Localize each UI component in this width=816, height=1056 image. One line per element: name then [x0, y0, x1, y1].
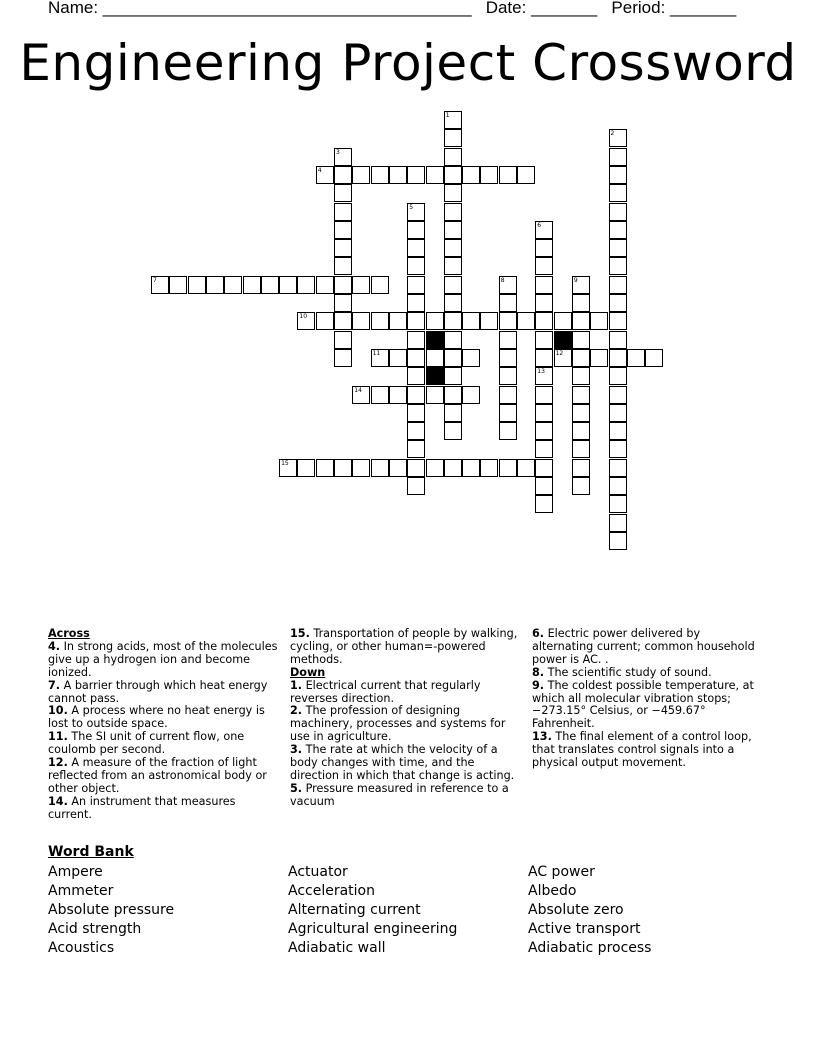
grid-cell[interactable] — [444, 294, 462, 312]
grid-cell[interactable] — [334, 221, 352, 239]
clue-number: 11 — [372, 349, 381, 357]
clue-number: 13 — [537, 368, 545, 376]
grid-cell[interactable] — [407, 440, 425, 458]
grid-cell[interactable] — [499, 404, 517, 422]
grid-cell[interactable] — [609, 312, 627, 330]
grid-cell[interactable] — [297, 459, 315, 477]
grid-cell[interactable] — [609, 276, 627, 294]
clue-number: 10 — [299, 313, 308, 321]
page-title: Engineering Project Crossword — [19, 34, 797, 92]
grid-cell[interactable] — [609, 166, 627, 184]
clue-number: 2 — [610, 130, 615, 138]
grid-cell[interactable] — [609, 495, 627, 513]
grid-cell[interactable] — [535, 312, 553, 330]
across-heading: Across — [48, 627, 90, 640]
grid-cell[interactable] — [499, 367, 517, 385]
grid-cell[interactable] — [334, 331, 352, 349]
grid-cell[interactable] — [609, 203, 627, 221]
grid-cell[interactable] — [535, 459, 553, 477]
grid-cell[interactable] — [407, 349, 425, 367]
clue-number: 15 — [281, 459, 289, 467]
clue-number: 3 — [336, 148, 340, 156]
grid-cell[interactable] — [243, 276, 261, 294]
grid-cell[interactable] — [279, 276, 297, 294]
grid-cell[interactable] — [572, 294, 590, 312]
grid-cell[interactable] — [316, 459, 334, 477]
grid-cell[interactable] — [572, 276, 590, 294]
grid-cell[interactable] — [444, 349, 462, 367]
grid-cell[interactable] — [371, 349, 389, 367]
word-bank-item: Ammeter — [48, 883, 114, 899]
grid-cell[interactable] — [426, 386, 444, 404]
grid-cell[interactable] — [407, 367, 425, 385]
grid-cell[interactable] — [444, 276, 462, 294]
grid-cell[interactable] — [188, 276, 206, 294]
grid-cell[interactable] — [462, 166, 480, 184]
word-bank-item: Albedo — [528, 883, 577, 899]
grid-cell[interactable] — [499, 166, 517, 184]
word-bank-item: Adiabatic process — [528, 940, 652, 956]
grid-cell[interactable] — [352, 386, 370, 404]
grid-cell[interactable] — [334, 276, 352, 294]
grid-cell[interactable] — [334, 239, 352, 257]
clue-number: 7 — [153, 276, 157, 284]
grid-cell[interactable] — [371, 166, 389, 184]
clue-down-8: 8. The scientific study of sound. — [532, 665, 712, 679]
clue-number: 8 — [500, 276, 505, 284]
grid-cell[interactable] — [535, 477, 553, 495]
grid-cell[interactable] — [334, 184, 352, 202]
word-bank-item: Absolute zero — [528, 902, 624, 918]
grid-cell[interactable] — [535, 386, 553, 404]
grid-cell[interactable] — [535, 239, 553, 257]
grid-cell[interactable] — [535, 276, 553, 294]
clue-number: 9 — [573, 276, 578, 284]
grid-cell[interactable] — [480, 166, 498, 184]
clue-across-15: 15. Transportation of people by walking, cycling, or other human=-powered methods. — [290, 627, 518, 666]
grid-cell[interactable] — [444, 239, 462, 257]
clue-across-7: 7. A barrier through which heat energy cannot pass. — [48, 678, 268, 705]
word-bank-item: Actuator — [288, 864, 348, 880]
word-bank-item: Absolute pressure — [48, 902, 175, 918]
grid-cell[interactable] — [462, 386, 480, 404]
grid-cell[interactable] — [407, 257, 425, 275]
word-bank-column-2 — [288, 863, 457, 958]
grid-cell[interactable] — [517, 166, 535, 184]
grid-cell[interactable] — [426, 312, 444, 330]
grid-cell[interactable] — [261, 276, 279, 294]
grid-cell[interactable] — [334, 349, 352, 367]
grid-cell[interactable] — [609, 532, 627, 550]
clue-down-2: 2. The profession of designing machinery, processes and systems for use in agriculture. — [290, 704, 506, 744]
word-bank-item: Acid strength — [48, 921, 142, 937]
grid-black-cell — [554, 331, 572, 349]
date-blank[interactable]: _______ — [531, 0, 598, 17]
grid-cell[interactable] — [352, 459, 370, 477]
grid-cell[interactable] — [334, 257, 352, 275]
grid-cell[interactable] — [609, 367, 627, 385]
grid-cell[interactable] — [609, 239, 627, 257]
clue-down-9: 9. The coldest possible temperature, at which all molecular vibration stops; −273.15° Celsius, or −459.67° Fahrenheit. — [532, 678, 754, 731]
grid-cell[interactable] — [499, 459, 517, 477]
grid-cell[interactable] — [609, 459, 627, 477]
clue-number: 12 — [555, 349, 564, 357]
grid-cell[interactable] — [444, 111, 462, 129]
grid-cell[interactable] — [554, 349, 572, 367]
grid-cell[interactable] — [609, 422, 627, 440]
grid-cell[interactable] — [554, 312, 572, 330]
grid-cell[interactable] — [517, 459, 535, 477]
clue-down-3: 3. The rate at which the velocity of a body changes with time, and the direction in which that change is acting. — [290, 743, 515, 782]
grid-cell[interactable] — [371, 312, 389, 330]
grid-cell[interactable] — [590, 312, 608, 330]
grid-cell[interactable] — [462, 349, 480, 367]
grid-cell[interactable] — [426, 349, 444, 367]
grid-cell[interactable] — [444, 184, 462, 202]
grid-cell[interactable] — [590, 349, 608, 367]
grid-cell[interactable] — [444, 422, 462, 440]
grid-cell[interactable] — [389, 459, 407, 477]
grid-cell[interactable] — [426, 166, 444, 184]
date-label: Date: — [485, 0, 532, 17]
grid-cell[interactable] — [609, 129, 627, 147]
clue-down-6: 6. Electric power delivered by alternating current; common household power is AC. . — [532, 627, 755, 666]
grid-cell[interactable] — [334, 166, 352, 184]
grid-cell[interactable] — [572, 404, 590, 422]
grid-cell[interactable] — [389, 312, 407, 330]
grid-cell[interactable] — [572, 367, 590, 385]
grid-cell[interactable] — [609, 514, 627, 532]
grid-cell[interactable] — [535, 367, 553, 385]
grid-cell[interactable] — [334, 203, 352, 221]
grid-cell[interactable] — [407, 166, 425, 184]
grid-cell[interactable] — [609, 349, 627, 367]
grid-cell[interactable] — [499, 276, 517, 294]
grid-cell[interactable] — [499, 312, 517, 330]
grid-cell[interactable] — [407, 294, 425, 312]
clue-number: 5 — [409, 203, 414, 211]
grid-cell[interactable] — [572, 312, 590, 330]
clue-down-1: 1. Electrical current that regularly reverses direction. — [290, 678, 481, 705]
grid-cell[interactable] — [444, 129, 462, 147]
grid-cell[interactable] — [444, 257, 462, 275]
grid-cell[interactable] — [480, 459, 498, 477]
grid-cell[interactable] — [609, 294, 627, 312]
grid-cell[interactable] — [334, 312, 352, 330]
grid-cell[interactable] — [389, 349, 407, 367]
grid-cell[interactable] — [206, 276, 224, 294]
grid-cell[interactable] — [535, 221, 553, 239]
grid-cell[interactable] — [572, 459, 590, 477]
grid-cell[interactable] — [389, 386, 407, 404]
name-label: Name: — [48, 0, 103, 17]
grid-cell[interactable] — [572, 477, 590, 495]
clue-across-10: 10. A process where no heat energy is lost to outside space. — [48, 704, 265, 731]
clue-down-13: 13. The final element of a control loop, that translates control signals into a physical output movement. — [532, 730, 752, 770]
grid-cell[interactable] — [444, 367, 462, 385]
word-bank-item: Ampere — [48, 864, 103, 880]
grid-cell[interactable] — [609, 184, 627, 202]
grid-cell[interactable] — [609, 477, 627, 495]
grid-cell[interactable] — [627, 349, 645, 367]
clues-column-1 — [48, 628, 278, 822]
grid-cell[interactable] — [535, 294, 553, 312]
grid-cell[interactable] — [499, 349, 517, 367]
grid-cell[interactable] — [407, 203, 425, 221]
word-bank-item: AC power — [528, 864, 595, 880]
word-bank-item: Agricultural engineering — [288, 921, 458, 937]
name-blank[interactable]: _______________________________________ — [102, 0, 472, 17]
grid-cell[interactable] — [645, 349, 663, 367]
grid-cell[interactable] — [407, 276, 425, 294]
down-heading: Down — [290, 665, 326, 679]
grid-cell[interactable] — [609, 386, 627, 404]
grid-cell[interactable] — [407, 459, 425, 477]
grid-cell[interactable] — [334, 294, 352, 312]
grid-black-cell — [426, 367, 444, 385]
clue-across-11: 11. The SI unit of current flow, one coulomb per second. — [48, 730, 245, 757]
grid-cell[interactable] — [444, 331, 462, 349]
grid-cell[interactable] — [609, 257, 627, 275]
grid-cell[interactable] — [334, 148, 352, 166]
grid-cell[interactable] — [572, 331, 590, 349]
grid-cell[interactable] — [609, 221, 627, 239]
grid-cell[interactable] — [407, 477, 425, 495]
grid-cell[interactable] — [609, 148, 627, 166]
clue-number: 6 — [537, 221, 542, 229]
grid-cell[interactable] — [444, 386, 462, 404]
grid-cell[interactable] — [535, 404, 553, 422]
grid-cell[interactable] — [371, 276, 389, 294]
grid-black-cell — [426, 331, 444, 349]
period-blank[interactable]: _______ — [670, 0, 737, 17]
grid-cell[interactable] — [535, 440, 553, 458]
grid-cell[interactable] — [297, 312, 315, 330]
clue-down-5: 5. Pressure measured in reference to a vacuum — [290, 781, 509, 808]
grid-cell[interactable] — [572, 440, 590, 458]
grid-cell[interactable] — [407, 331, 425, 349]
grid-cell[interactable] — [517, 312, 535, 330]
clue-number: 4 — [317, 166, 322, 174]
clue-number: 14 — [354, 386, 362, 394]
grid-cell[interactable] — [609, 440, 627, 458]
clue-across-4: 4. In strong acids, most of the molecules give up a hydrogen ion and become ionized. — [48, 639, 278, 679]
grid-cell[interactable] — [444, 459, 462, 477]
period-label: Period: — [611, 0, 671, 17]
grid-cell[interactable] — [609, 331, 627, 349]
grid-cell[interactable] — [499, 294, 517, 312]
grid-cell[interactable] — [352, 166, 370, 184]
grid-cell[interactable] — [572, 349, 590, 367]
grid-cell[interactable] — [535, 422, 553, 440]
grid-cell[interactable] — [609, 404, 627, 422]
grid-cell[interactable] — [389, 166, 407, 184]
grid-cell[interactable] — [316, 312, 334, 330]
word-bank-item: Adiabatic wall — [288, 940, 386, 956]
word-bank-item: Acoustics — [48, 940, 115, 956]
grid-cell[interactable] — [352, 276, 370, 294]
grid-cell[interactable] — [297, 276, 315, 294]
grid-cell[interactable] — [224, 276, 242, 294]
grid-cell[interactable] — [444, 312, 462, 330]
clues-column-3 — [532, 628, 764, 770]
grid-cell[interactable] — [535, 349, 553, 367]
grid-cell[interactable] — [407, 239, 425, 257]
grid-cell[interactable] — [371, 459, 389, 477]
grid-cell[interactable] — [371, 386, 389, 404]
grid-cell[interactable] — [426, 459, 444, 477]
grid-cell[interactable] — [572, 386, 590, 404]
grid-cell[interactable] — [535, 257, 553, 275]
grid-cell[interactable] — [407, 221, 425, 239]
grid-cell[interactable] — [572, 422, 590, 440]
grid-cell[interactable] — [444, 404, 462, 422]
grid-cell[interactable] — [444, 203, 462, 221]
word-bank-column-1 — [48, 863, 174, 958]
grid-cell[interactable] — [316, 166, 334, 184]
grid-cell[interactable] — [151, 276, 169, 294]
grid-cell[interactable] — [352, 312, 370, 330]
word-bank-item: Active transport — [528, 921, 641, 937]
grid-cell[interactable] — [499, 386, 517, 404]
grid-cell[interactable] — [480, 312, 498, 330]
word-bank-item: Alternating current — [288, 902, 421, 918]
word-bank-title: Word Bank — [48, 844, 134, 860]
grid-cell[interactable] — [462, 459, 480, 477]
clue-across-12: 12. A measure of the fraction of light reflected from an astronomical body or other object. — [48, 756, 267, 795]
grid-cell[interactable] — [169, 276, 187, 294]
word-bank-item: Acceleration — [288, 883, 375, 899]
grid-cell[interactable] — [444, 148, 462, 166]
grid-cell[interactable] — [316, 276, 334, 294]
grid-cell[interactable] — [407, 404, 425, 422]
grid-cell[interactable] — [444, 221, 462, 239]
grid-cell[interactable] — [407, 312, 425, 330]
grid-cell[interactable] — [535, 495, 553, 513]
clue-number: 1 — [445, 112, 450, 119]
grid-cell[interactable] — [444, 166, 462, 184]
grid-cell[interactable] — [279, 459, 297, 477]
grid-cell[interactable] — [334, 459, 352, 477]
grid-cell[interactable] — [499, 331, 517, 349]
grid-cell[interactable] — [462, 312, 480, 330]
word-bank-column-3 — [528, 863, 651, 958]
grid-cell[interactable] — [535, 331, 553, 349]
grid-cell[interactable] — [407, 422, 425, 440]
clues-column-2 — [290, 628, 522, 809]
clue-across-14: 14. An instrument that measures current. — [48, 794, 236, 821]
grid-cell[interactable] — [499, 422, 517, 440]
grid-cell[interactable] — [407, 386, 425, 404]
